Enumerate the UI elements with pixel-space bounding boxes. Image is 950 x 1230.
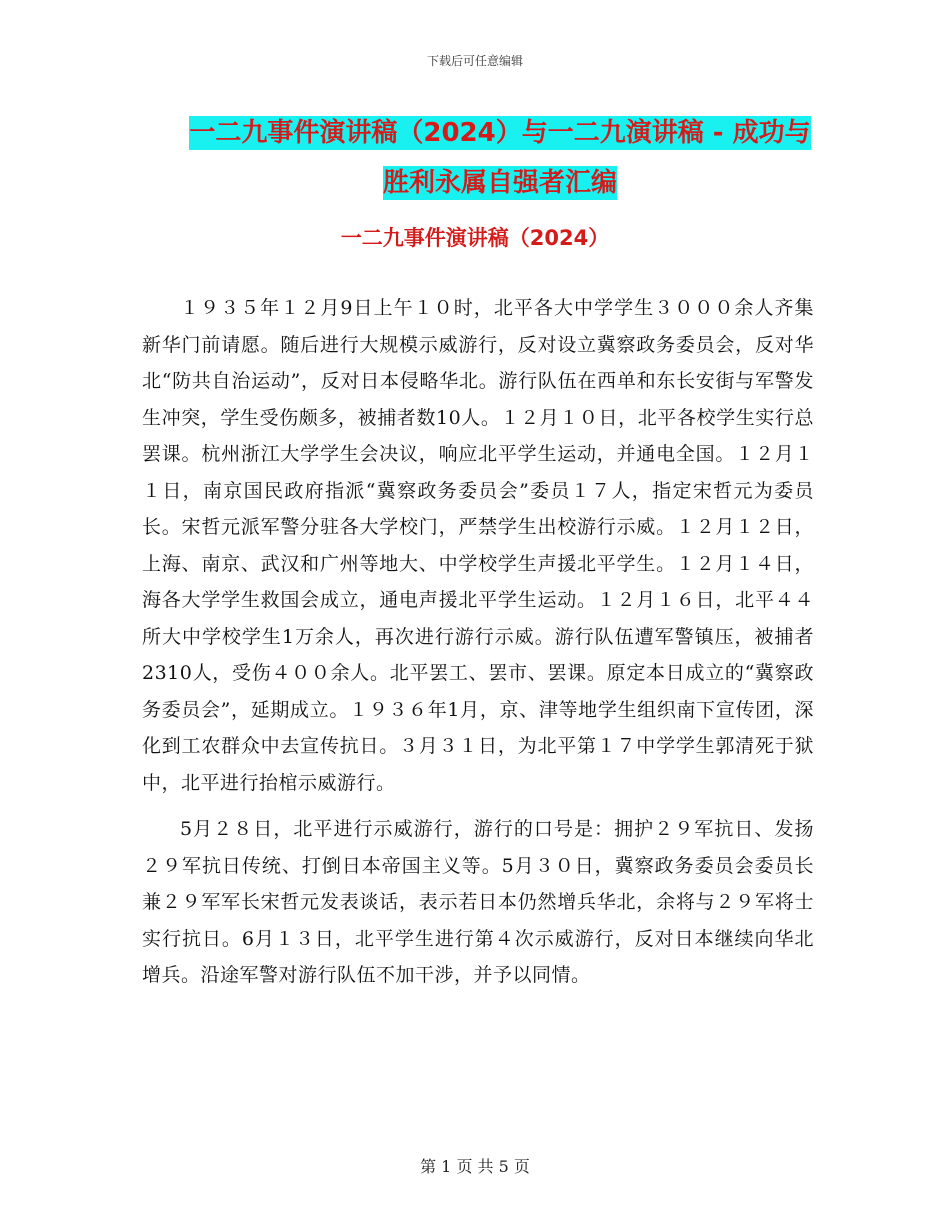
document-title-line-1: 一二九事件演讲稿（2024）与一二九演讲稿 - 成功与 <box>189 118 811 148</box>
body-paragraph-2: 5月２８日，北平进行示威游行，游行的口号是：拥护２９军抗日、发扬２９军抗日传统、打倒日本帝国主义等。5月３０日，冀察政务委员会委员长兼２９军军长宋哲元发表谈话，表示若日本仍然增兵华北，余将与２９军将士实行抗日。6月１３日，北平学生进行第４次示威游行，反对日本继续向华北增兵。沿途军警对游行队伍不加干涉，并予以同情。 <box>142 818 814 986</box>
document-body <box>142 290 814 1004</box>
document-title <box>140 108 860 208</box>
document-title-line-2: 胜利永属自强者汇编 <box>382 168 617 198</box>
page-number-footer: 第 1 页 共 5 页 <box>420 1157 530 1176</box>
body-paragraph-1: １９３５年１２月9日上午１０时，北平各大中学学生３０００余人齐集新华门前请愿。随后进行大规模示威游行，反对设立冀察政务委员会，反对华北“防共自治运动”，反对日本侵略华北。游行队伍在西单和东长安街与军警发生冲突，学生受伤颇多，被捕者数10人。１２月１０日，北平各校学生实行总罢课。杭州浙江大学学生会决议，响应北平学生运动，并通电全国。１２月１１日，南京国民政府指派“冀察政务委员会”委员１７人，指定宋哲元为委员长。宋哲元派军警分驻各大学校门，严禁学生出校游行示威。１２月１２日，上海、南京、武汉和广州等地大、中学校学生声援北平学生。１２月１４日，海各大学学生救国会成立，通电声援北平学生运动。１２月１６日，北平４４所大中学校学生1万余人，再次进行游行示威。游行队伍遭军警镇压，被捕者2310人，受伤４００余人。北平罢工、罢市、罢课。原定本日成立的“冀察政务委员会”，延期成立。１９３６年1月，京、津等地学生组织南下宣传团，深化到工农群众中去宣传抗日。３月３１日，为北平第１７中学学生郭清死于狱中，北平进行抬棺示威游行。 <box>142 297 814 794</box>
section-title: 一二九事件演讲稿（2024） <box>340 226 610 250</box>
page-header-note: 下载后可任意编辑 <box>426 54 523 68</box>
